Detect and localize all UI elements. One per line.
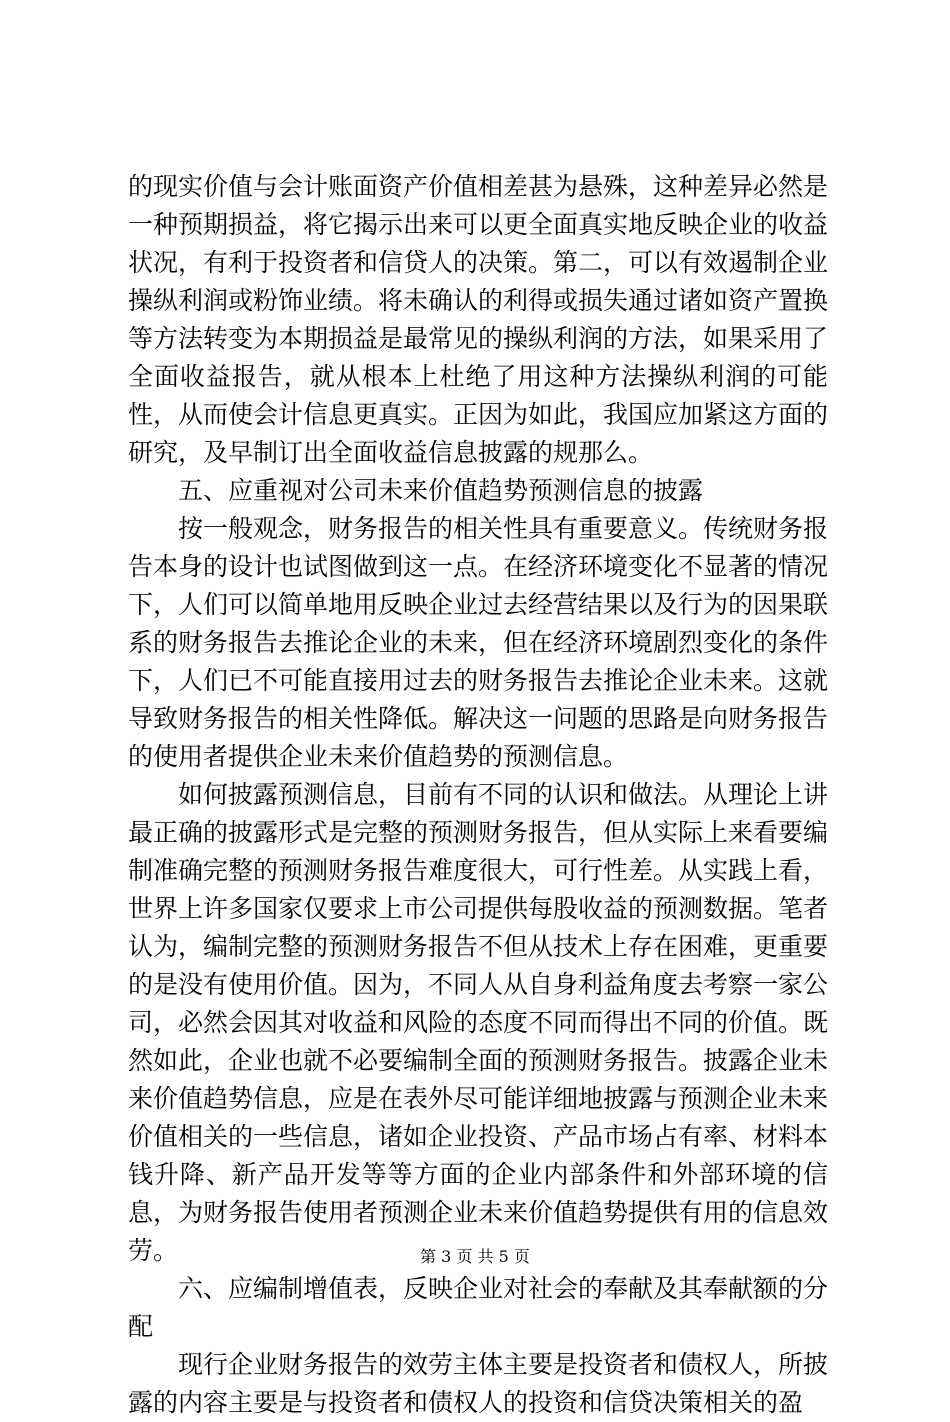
document-body	[128, 168, 828, 1422]
page-number-footer: 第 3 页 共 5 页	[420, 1247, 530, 1266]
paragraph-2: 按一般观念，财务报告的相关性具有重要意义。传统财务报告本身的设计也试图做到这一点。在经济环境变化不显著的情况下，人们可以简单地用反映企业过去经营结果以及行为的因果联系的财务报告去推论企业的未来，但在经济环境剧烈变化的条件下，人们已不可能直接用过去的财务报告去推论企业未来。这就导致财务报告的相关性降低。解决这一问题的思路是向财务报告的使用者提供企业未来价值趋势的预测信息。	[128, 514, 829, 771]
section-heading-5: 五、应重视对公司未来价值趋势预测信息的披露	[178, 476, 704, 505]
paragraph-3: 如何披露预测信息，目前有不同的认识和做法。从理论上讲最正确的披露形式是完整的预测财务报告，但从实际上来看要编制准确完整的预测财务报告难度很大，可行性差。从实践上看，世界上许多国家仅要求上市公司提供每股收益的预测数据。笔者认为，编制完整的预测财务报告不但从技术上存在困难，更重要的是没有使用价值。因为，不同人从自身利益角度去考察一家公司，必然会因其对收益和风险的态度不同而得出不同的价值。既然如此，企业也就不必要编制全面的预测财务报告。披露企业未来价值趋势信息，应是在表外尽可能详细地披露与预测企业未来价值相关的一些信息，诸如企业投资、产品市场占有率、材料本钱升降、新产品开发等等方面的企业内部条件和外部环境的信息，为财务报告使用者预测企业未来价值趋势提供有用的信息效劳。	[128, 780, 829, 1265]
paragraph-1: 的现实价值与会计账面资产价值相差甚为悬殊，这种差异必然是一种预期损益，将它揭示出来可以更全面真实地反映企业的收益状况，有利于投资者和信贷人的决策。第二，可以有效遏制企业操纵利润或粉饰业绩。将未确认的利得或损失通过诸如资产置换等方法转变为本期损益是最常见的操纵利润的方法，如果采用了全面收益报告，就从根本上杜绝了用这种方法操纵利润的可能性，从而使会计信息更真实。正因为如此，我国应加紧这方面的研究，及早制订出全面收益信息披露的规那么。	[128, 172, 829, 467]
section-heading-6: 六、应编制增值表，反映企业对社会的奉献及其奉献额的分配	[128, 1274, 829, 1341]
paragraph-4: 现行企业财务报告的效劳主体主要是投资者和债权人，所披露的内容主要是与投资者和债权人的投资和信贷决策相关的盈	[128, 1350, 829, 1417]
